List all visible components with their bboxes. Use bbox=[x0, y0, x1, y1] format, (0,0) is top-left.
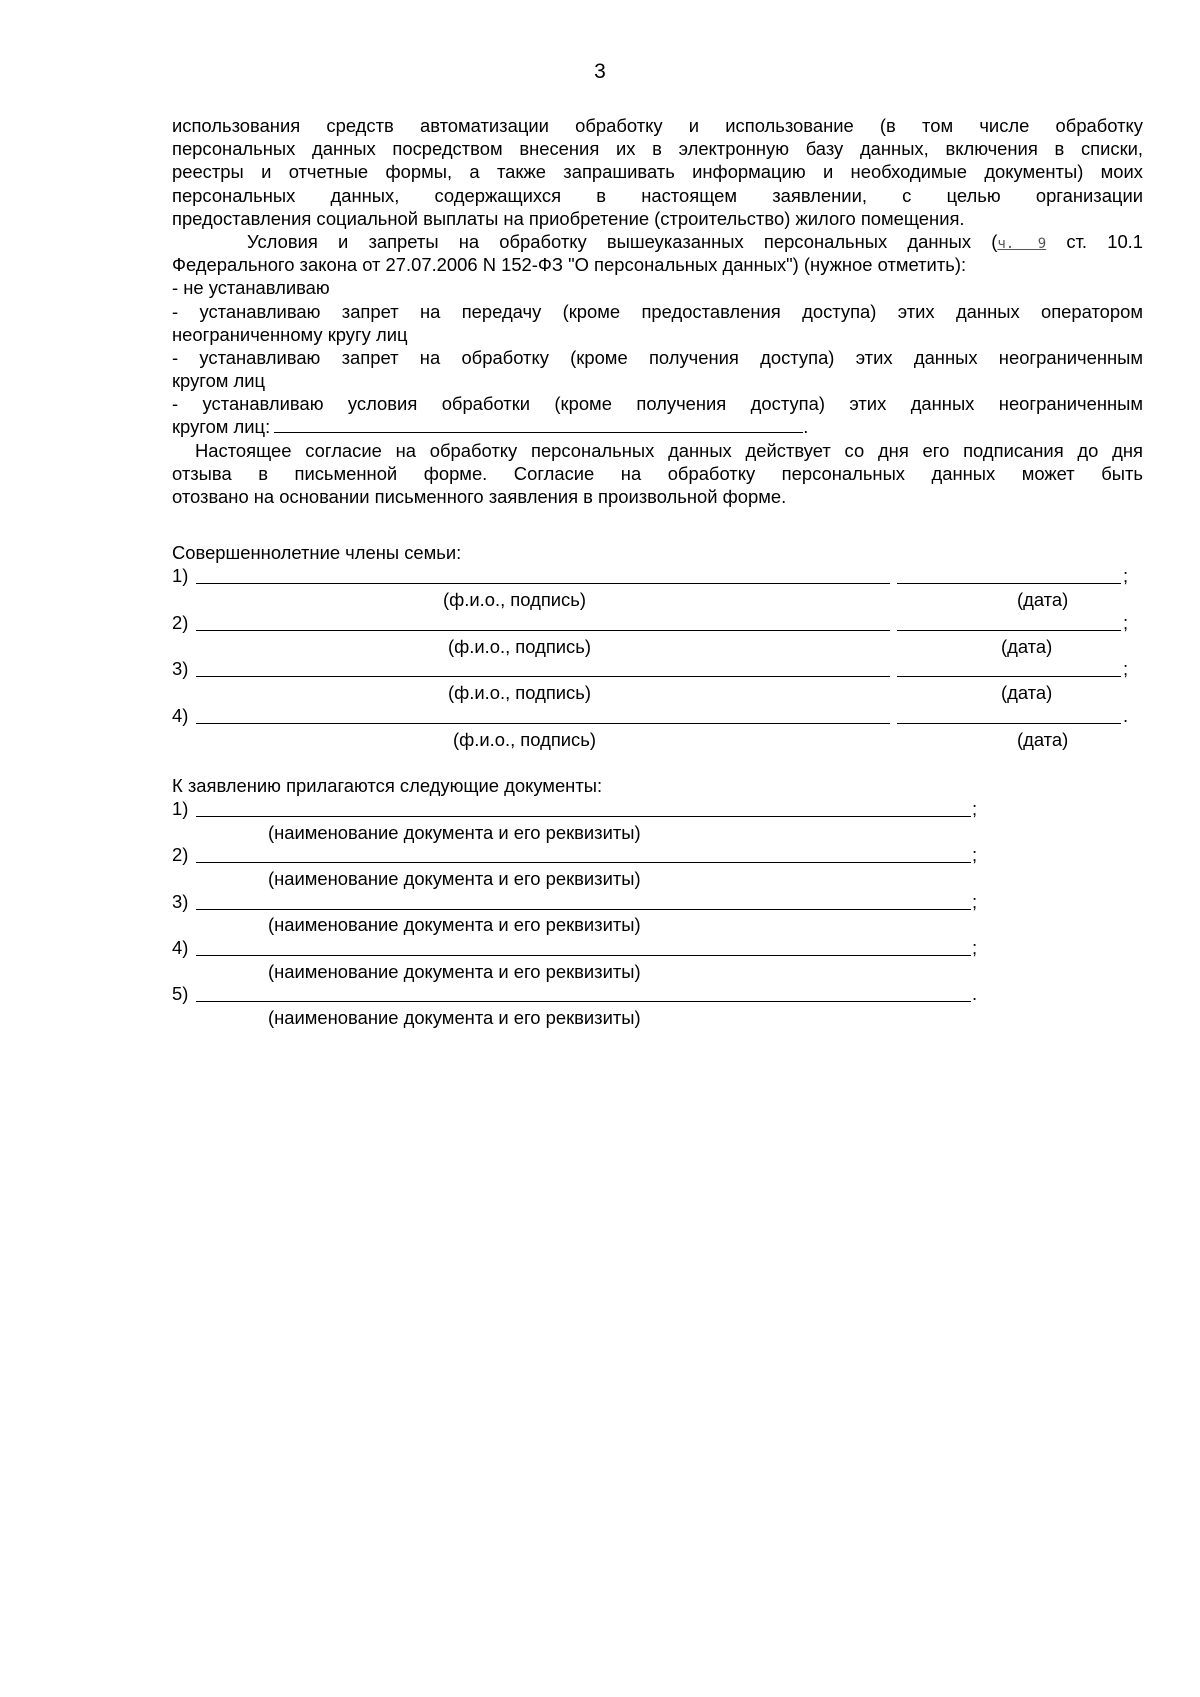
law-part-reference: ч. 9 bbox=[997, 235, 1047, 252]
date-line[interactable] bbox=[897, 705, 1121, 724]
line-end-punctuation: ; bbox=[1123, 565, 1129, 586]
row-number: 3) bbox=[172, 658, 189, 679]
document-name-line[interactable] bbox=[196, 798, 971, 817]
name-signature-line[interactable] bbox=[196, 705, 890, 724]
document-row bbox=[172, 844, 978, 868]
name-signature-caption: (ф.и.о., подпись) bbox=[448, 682, 591, 703]
document-row bbox=[172, 983, 978, 1007]
family-row bbox=[172, 612, 1132, 636]
name-signature-caption: (ф.и.о., подпись) bbox=[448, 636, 591, 657]
text-fragment: кругом лиц: bbox=[172, 416, 271, 438]
name-signature-line[interactable] bbox=[196, 658, 890, 677]
row-number: 5) bbox=[172, 983, 189, 1004]
line-end-punctuation: . bbox=[972, 983, 978, 1004]
text-fragment: Условия и запреты на обработку вышеуказанных персональных данных ( bbox=[247, 230, 998, 252]
date-line[interactable] bbox=[897, 612, 1121, 631]
row-number: 1) bbox=[172, 565, 189, 586]
line-end-punctuation: ; bbox=[972, 891, 978, 912]
text-fragment: ст. 10.1 bbox=[1046, 230, 1144, 252]
line-end-punctuation: ; bbox=[1123, 612, 1129, 633]
paragraph-line: неограниченному кругу лиц bbox=[172, 323, 408, 345]
option-processing-ban[interactable]: - устанавливаю запрет на обработку (кроме получения доступа) этих данных неограниченным bbox=[172, 346, 1143, 368]
row-number: 4) bbox=[172, 705, 189, 726]
paragraph-line bbox=[172, 230, 1143, 253]
paragraph-line: Настоящее согласие на обработку персональных данных действует со дня его подписания до дня bbox=[195, 439, 1143, 461]
paragraph-line bbox=[172, 415, 1143, 438]
document-caption: (наименование документа и его реквизиты) bbox=[268, 822, 641, 843]
family-section-title: Совершеннолетние члены семьи: bbox=[172, 542, 462, 563]
document-row bbox=[172, 798, 978, 822]
date-caption: (дата) bbox=[1017, 589, 1069, 610]
line-end-punctuation: ; bbox=[972, 937, 978, 958]
paragraph-line: Федерального закона от 27.07.2006 N 152-ФЗ "О персональных данных") (нужное отметить): bbox=[172, 254, 967, 276]
line-end-punctuation: ; bbox=[972, 798, 978, 819]
row-number: 3) bbox=[172, 891, 189, 912]
row-number: 2) bbox=[172, 612, 189, 633]
date-line[interactable] bbox=[897, 658, 1121, 677]
date-line[interactable] bbox=[897, 565, 1121, 584]
consent-text bbox=[172, 114, 1143, 508]
document-name-line[interactable] bbox=[196, 844, 971, 863]
family-row bbox=[172, 565, 1132, 589]
document-caption: (наименование документа и его реквизиты) bbox=[268, 961, 641, 982]
family-row bbox=[172, 705, 1132, 729]
conditions-fill-line[interactable] bbox=[274, 415, 803, 433]
line-end-punctuation: ; bbox=[972, 844, 978, 865]
document-caption: (наименование документа и его реквизиты) bbox=[268, 1007, 641, 1028]
paragraph-line: предоставления социальной выплаты на приобретение (строительство) жилого помещения. bbox=[172, 207, 965, 229]
document-caption: (наименование документа и его реквизиты) bbox=[268, 868, 641, 889]
option-processing-conditions[interactable]: - устанавливаю условия обработки (кроме получения доступа) этих данных неограниченным bbox=[172, 393, 1143, 415]
name-signature-line[interactable] bbox=[196, 565, 890, 584]
page-number: 3 bbox=[594, 60, 606, 83]
option-no-restriction[interactable]: - не устанавливаю bbox=[172, 277, 330, 299]
name-signature-caption: (ф.и.о., подпись) bbox=[453, 729, 596, 750]
date-caption: (дата) bbox=[1001, 682, 1053, 703]
date-caption: (дата) bbox=[1017, 729, 1069, 750]
paragraph-line: использования средств автоматизации обработку и использование (в том числе обработку bbox=[172, 115, 1143, 136]
date-caption: (дата) bbox=[1001, 636, 1053, 657]
line-end-punctuation: ; bbox=[1123, 658, 1129, 679]
paragraph-line: реестры и отчетные формы, а также запрашивать информацию и необходимые документы) моих bbox=[172, 161, 1143, 183]
documents-section-title: К заявлению прилагаются следующие документы: bbox=[172, 775, 603, 796]
document-name-line[interactable] bbox=[196, 983, 971, 1002]
name-signature-line[interactable] bbox=[196, 612, 890, 631]
document-row bbox=[172, 937, 978, 961]
name-signature-caption: (ф.и.о., подпись) bbox=[443, 589, 586, 610]
document-row bbox=[172, 891, 978, 915]
document-caption: (наименование документа и его реквизиты) bbox=[268, 914, 641, 935]
line-end-punctuation: . bbox=[1123, 705, 1129, 726]
option-transfer-ban[interactable]: - устанавливаю запрет на передачу (кроме предоставления доступа) этих данных оператором bbox=[172, 300, 1143, 322]
paragraph-line: кругом лиц bbox=[172, 370, 266, 392]
family-row bbox=[172, 658, 1132, 682]
row-number: 1) bbox=[172, 798, 189, 819]
row-number: 2) bbox=[172, 844, 189, 865]
paragraph-line: персональных данных посредством внесения их в электронную базу данных, включения в списки, bbox=[172, 138, 1143, 160]
paragraph-line: отозвано на основании письменного заявления в произвольной форме. bbox=[172, 486, 787, 507]
document-name-line[interactable] bbox=[196, 891, 971, 910]
paragraph-line: персональных данных, содержащихся в настоящем заявлении, с целью организации bbox=[172, 184, 1143, 206]
row-number: 4) bbox=[172, 937, 189, 958]
paragraph-line: отзыва в письменной форме. Согласие на обработку персональных данных может быть bbox=[172, 462, 1143, 484]
line-end-punctuation: . bbox=[803, 416, 809, 438]
document-name-line[interactable] bbox=[196, 937, 971, 956]
